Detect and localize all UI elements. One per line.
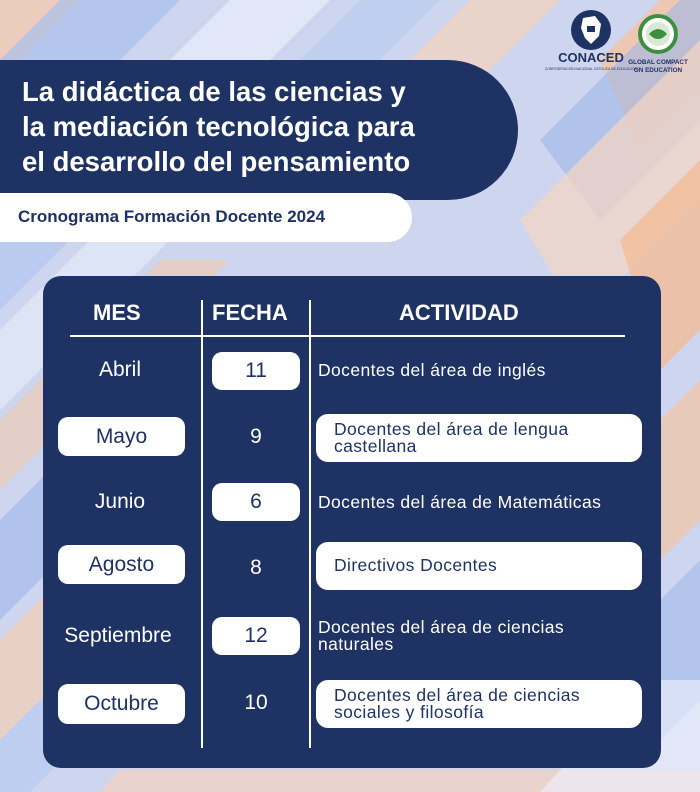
row-4-mes: Agosto — [58, 545, 185, 584]
row-1-actividad-line-1: Docentes del área de inglés — [318, 360, 546, 380]
row-2-actividad-line-2: castellana — [334, 436, 417, 456]
row-1-fecha: 11 — [212, 352, 300, 390]
logos-area — [544, 8, 690, 74]
row-1-mes: Abril — [98, 358, 141, 381]
row-6-fecha: 10 — [244, 691, 268, 714]
conaced-wordmark: CONACED — [558, 50, 624, 65]
column-divider-1 — [201, 300, 203, 748]
row-2-actividad — [316, 414, 642, 462]
row-5-actividad-line-1: Docentes del área de ciencias — [318, 617, 565, 637]
global-compact-text-1: GLOBAL COMPACT — [628, 59, 688, 66]
row-3-mes: Junio — [94, 490, 146, 513]
row-6-actividad-line-2: sociales y filosofía — [334, 702, 485, 722]
conaced-subtext: CONFEDERACIÓN NACIONAL CATÓLICA DE EDUCACIÓN — [544, 67, 638, 71]
row-2-actividad-line-1: Docentes del área de lengua — [334, 419, 569, 439]
row-3-fecha: 6 — [212, 483, 300, 521]
row-4-fecha: 8 — [250, 556, 262, 579]
header-mes: MES — [93, 300, 141, 325]
row-3-actividad-line-1: Docentes del área de Matemáticas — [318, 492, 602, 512]
row-2-fecha: 9 — [250, 425, 262, 448]
row-2-mes: Mayo — [58, 417, 185, 456]
page-title — [22, 74, 512, 179]
title-line-2: la mediación tecnológica para — [22, 111, 415, 142]
row-6-actividad-line-1: Docentes del área de ciencias — [334, 685, 581, 705]
row-5-actividad-line-2: naturales — [318, 634, 394, 654]
row-6-actividad — [316, 680, 642, 728]
header-divider — [70, 335, 625, 337]
row-5-fecha: 12 — [212, 617, 300, 655]
row-1-actividad — [318, 362, 648, 379]
row-5-actividad — [318, 619, 648, 653]
title-line-3: el desarrollo del pensamiento — [22, 146, 411, 177]
column-divider-2 — [309, 300, 311, 748]
header-fecha: FECHA — [212, 300, 288, 325]
row-5-mes: Septiembre — [64, 624, 172, 647]
row-3-actividad — [318, 494, 648, 511]
conaced-logo — [544, 8, 638, 72]
global-compact-logo — [629, 10, 687, 74]
global-compact-text-2: ON EDUCATION — [633, 67, 683, 74]
row-4-actividad-line-1: Directivos Docentes — [334, 555, 498, 575]
title-line-1: La didáctica de las ciencias y — [22, 76, 406, 107]
header-actividad: ACTIVIDAD — [399, 300, 519, 325]
subtitle: Cronograma Formación Docente 2024 — [18, 207, 326, 226]
row-4-actividad — [316, 542, 642, 590]
row-6-mes: Octubre — [58, 684, 185, 724]
